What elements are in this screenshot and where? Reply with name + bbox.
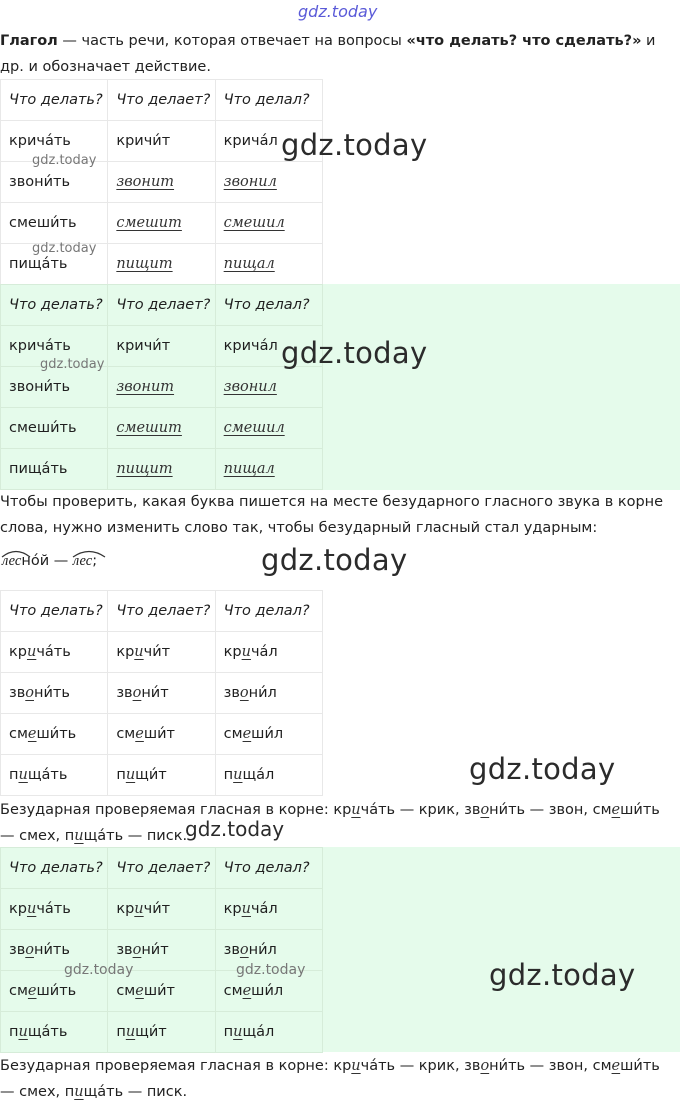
table-row <box>1 408 323 449</box>
table-cell: крича́л <box>215 326 322 367</box>
intro-questions: «что делать? что сделать?» <box>406 33 642 49</box>
unstressed-vowel: и <box>74 828 84 844</box>
table-cell: смеши́т <box>108 714 215 755</box>
table-cell: кричи́т <box>108 121 215 162</box>
table-cell: смеши́ть <box>1 408 108 449</box>
unstressed-vowel: и <box>233 1024 243 1040</box>
table-cell: звони́ть <box>1 673 108 714</box>
table-header-row <box>1 591 323 632</box>
conclusion-label: Безударная проверяемая гласная в корне: <box>0 802 334 818</box>
table-cell: крича́л <box>215 121 322 162</box>
unstressed-vowel: о <box>480 1058 490 1074</box>
header-cell-past: Что делал? <box>215 285 322 326</box>
unstressed-vowel: о <box>132 685 142 701</box>
table-row <box>1 673 323 714</box>
unstressed-vowel: и <box>351 802 361 818</box>
unstressed-vowel: и <box>26 901 37 917</box>
unstressed-vowel: и <box>351 1058 361 1074</box>
table-cell: звони́т <box>108 930 215 971</box>
root-arc-icon <box>1 548 31 558</box>
table-cell: крича́л <box>215 632 322 673</box>
unstressed-vowel: е <box>27 983 37 999</box>
verb-table-marked <box>0 590 323 796</box>
site-watermark-small: gdz.today <box>236 962 306 978</box>
unstressed-vowel: е <box>242 983 252 999</box>
example-root-text: лес <box>2 553 22 569</box>
table-row <box>1 971 323 1012</box>
table-cell: пищи́т <box>108 1012 215 1053</box>
table-cell <box>108 449 215 490</box>
table-cell: крича́ть <box>1 889 108 930</box>
table-cell <box>108 367 215 408</box>
site-watermark: gdz.today <box>281 128 428 162</box>
unstressed-vowel: и <box>134 644 144 660</box>
table-cell: крича́л <box>215 889 322 930</box>
example-root-2 <box>73 546 92 576</box>
site-watermark-small: gdz.today <box>32 153 97 168</box>
handwritten-word: пищал <box>223 256 275 272</box>
intro-text-a: — часть речи, которая отвечает на вопросы <box>57 33 407 49</box>
table-cell: крича́ть <box>1 326 108 367</box>
unstressed-vowel: е <box>27 726 37 742</box>
header-cell-present: Что делает? <box>108 591 215 632</box>
table-cell: крича́ть <box>1 632 108 673</box>
table-cell: смеши́л <box>215 714 322 755</box>
unstressed-vowel: о <box>25 942 34 958</box>
unstressed-vowel: о <box>25 685 34 701</box>
handwritten-word: звонит <box>116 379 175 395</box>
table-row <box>1 162 323 203</box>
unstressed-vowel: и <box>134 901 144 917</box>
table-header-row <box>1 285 323 326</box>
table-row <box>1 755 323 796</box>
handwritten-word: пищал <box>223 461 275 477</box>
conclusion-paragraph-answer: Безударная проверяемая гласная в корне: крича́ть — крик, звони́ть — звон, смеши́ть — смех, пища́ть — писк. <box>0 1058 660 1100</box>
example-root-1 <box>2 546 21 576</box>
intro-text-b: и др. и обозначает действие. <box>0 33 656 75</box>
table-cell <box>215 367 322 408</box>
header-cell-past: Что делал? <box>215 848 322 889</box>
table-row <box>1 449 323 490</box>
table-row <box>1 121 323 162</box>
handwritten-word: пищит <box>116 461 173 477</box>
conclusion-label: Безударная проверяемая гласная в корне: <box>0 1058 334 1074</box>
site-watermark-small: gdz.today <box>64 962 134 978</box>
table-cell: пища́ть <box>1 449 108 490</box>
table-cell <box>215 408 322 449</box>
header-cell-infinitive: Что делать? <box>1 285 108 326</box>
unstressed-vowel: о <box>480 802 490 818</box>
handwritten-word: звонил <box>223 379 277 395</box>
table-cell <box>108 408 215 449</box>
example-suffix: но́й <box>21 553 50 569</box>
header-cell-present: Что делает? <box>108 848 215 889</box>
example-dash: — <box>49 553 73 569</box>
unstressed-vowel: о <box>239 942 249 958</box>
table-cell: пища́л <box>215 1012 322 1053</box>
handwritten-word: пищит <box>116 256 173 272</box>
table-row <box>1 889 323 930</box>
header-cell-present: Что делает? <box>108 80 215 121</box>
table-cell: пищи́т <box>108 755 215 796</box>
header-cell-infinitive: Что делать? <box>1 591 108 632</box>
table-cell: пища́л <box>215 755 322 796</box>
unstressed-vowel: о <box>239 685 249 701</box>
table-row <box>1 367 323 408</box>
table-row <box>1 632 323 673</box>
table-cell <box>108 162 215 203</box>
site-watermark: gdz.today <box>281 336 428 370</box>
unstressed-vowel: о <box>132 942 142 958</box>
table-row <box>1 1012 323 1053</box>
table-header-row <box>1 848 323 889</box>
site-watermark-small: gdz.today <box>32 241 97 256</box>
unstressed-vowel: и <box>18 1024 28 1040</box>
unstressed-vowel: и <box>18 767 28 783</box>
intro-paragraph <box>0 28 674 80</box>
table-cell: кричи́т <box>108 326 215 367</box>
table-cell: пища́ть <box>1 1012 108 1053</box>
table-cell: смеши́ть <box>1 714 108 755</box>
table-cell: звони́л <box>215 673 322 714</box>
site-watermark-small: gdz.today <box>40 357 105 372</box>
table-row <box>1 326 323 367</box>
table-cell <box>215 449 322 490</box>
handwritten-word: смешит <box>116 215 182 231</box>
header-cell-past: Что делал? <box>215 591 322 632</box>
unstressed-vowel: е <box>135 983 144 999</box>
table-cell <box>215 244 322 285</box>
intro-term: Глагол <box>0 33 58 49</box>
unstressed-vowel: и <box>125 767 136 783</box>
verb-table-plain <box>0 79 323 285</box>
table-cell: звони́ть <box>1 930 108 971</box>
rule-paragraph: Чтобы проверить, какая буква пишется на месте безударного гласного звука в корне слова, нужно изменить слово так, чтобы безударный гласный стал ударным: <box>0 494 664 536</box>
conclusion-paragraph: Безударная проверяемая гласная в корне: крича́ть — крик, звони́ть — звон, смеши́ть — смех, пища́ть — писк. <box>0 802 660 844</box>
table-cell: смеши́л <box>215 971 322 1012</box>
unstressed-vowel: и <box>233 767 243 783</box>
table-cell: крича́ть <box>1 121 108 162</box>
table-row <box>1 714 323 755</box>
verb-table-marked-answer <box>0 847 323 1053</box>
example-end: ; <box>92 553 98 569</box>
header-cell-infinitive: Что делать? <box>1 80 108 121</box>
handwritten-word: звонил <box>223 174 277 190</box>
table-cell <box>108 203 215 244</box>
handwritten-word: смешит <box>116 420 182 436</box>
table-cell: звони́т <box>108 673 215 714</box>
table-cell: звони́ть <box>1 367 108 408</box>
header-watermark: gdz.today <box>298 2 378 21</box>
table-cell: смеши́ть <box>1 971 108 1012</box>
site-watermark-medium: gdz.today <box>185 817 285 841</box>
table-cell <box>215 162 322 203</box>
table-cell: кричи́т <box>108 632 215 673</box>
table-cell: кричи́т <box>108 889 215 930</box>
unstressed-vowel: е <box>242 726 252 742</box>
table-cell: пища́ть <box>1 755 108 796</box>
site-watermark: gdz.today <box>469 752 616 786</box>
table-cell <box>108 244 215 285</box>
verb-table-answer <box>0 284 323 490</box>
table-cell: пища́ть <box>1 244 108 285</box>
table-header-row <box>1 80 323 121</box>
unstressed-vowel: е <box>135 726 144 742</box>
unstressed-vowel: и <box>26 644 37 660</box>
unstressed-vowel: е <box>611 802 621 818</box>
header-cell-past: Что делал? <box>215 80 322 121</box>
handwritten-word: звонит <box>116 174 175 190</box>
handwritten-word: смешил <box>223 215 285 231</box>
unstressed-vowel: и <box>74 1084 84 1100</box>
table-cell <box>215 203 322 244</box>
header-cell-infinitive: Что делать? <box>1 848 108 889</box>
table-row <box>1 244 323 285</box>
root-arc-icon <box>72 548 106 558</box>
table-cell: звони́ть <box>1 162 108 203</box>
unstressed-vowel: и <box>125 1024 136 1040</box>
unstressed-vowel: и <box>241 901 251 917</box>
table-row <box>1 930 323 971</box>
unstressed-vowel: е <box>611 1058 621 1074</box>
header-cell-present: Что делает? <box>108 285 215 326</box>
handwritten-word: смешил <box>223 420 285 436</box>
root-example <box>2 546 97 576</box>
site-watermark: gdz.today <box>261 543 408 577</box>
unstressed-vowel: и <box>241 644 251 660</box>
table-cell: звони́л <box>215 930 322 971</box>
site-watermark: gdz.today <box>489 958 636 992</box>
table-row <box>1 203 323 244</box>
table-cell: смеши́ть <box>1 203 108 244</box>
table-cell: смеши́т <box>108 971 215 1012</box>
example-root-text: лес <box>72 553 93 569</box>
